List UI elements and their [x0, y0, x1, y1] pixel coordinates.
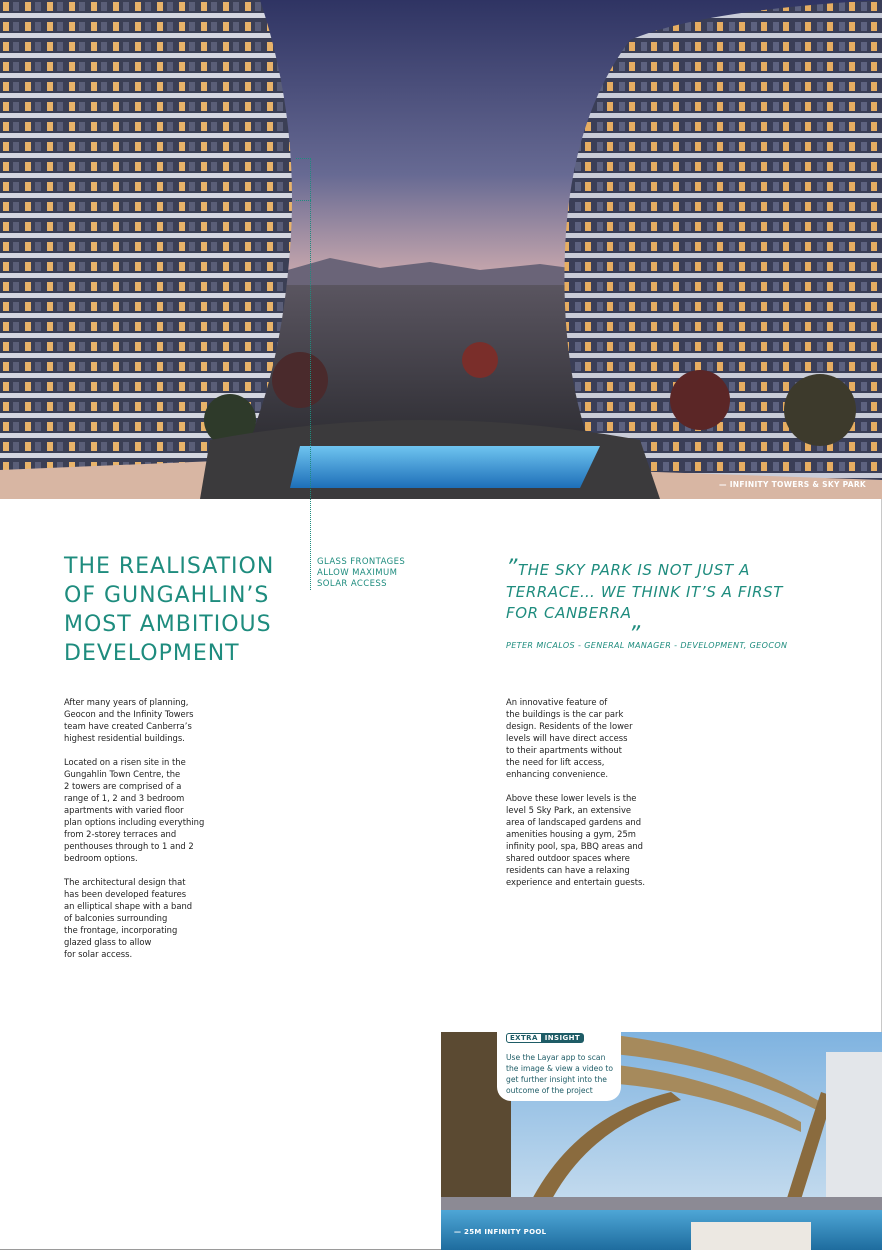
text-line: 2 towers are comprised of a: [64, 781, 182, 791]
headline-line: DEVELOPMENT: [64, 641, 240, 666]
hero-photo: [0, 0, 882, 499]
text-line: range of 1, 2 and 3 bedroom: [64, 793, 185, 803]
text-line: the need for lift access,: [506, 757, 605, 767]
hero-caption: — INFINITY TOWERS & SKY PARK: [719, 480, 866, 489]
text-line: bedroom options.: [64, 853, 138, 863]
text-line: residents can have a relaxing: [506, 865, 630, 875]
headline-line: OF GUNGAHLIN’S: [64, 583, 270, 608]
leader-line-mid: [296, 200, 311, 201]
text-line: enhancing convenience.: [506, 769, 609, 779]
side-note-line: SOLAR ACCESS: [317, 579, 387, 589]
text-line: The architectural design that: [64, 877, 186, 887]
page-headline: [64, 552, 294, 668]
leader-line: [310, 158, 311, 590]
text-line: Geocon and the Infinity Towers: [64, 709, 194, 719]
body-column-right: [506, 696, 686, 900]
headline-line: THE REALISATION: [64, 554, 275, 579]
quote-line: TERRACE… WE THINK IT’S A FIRST: [506, 582, 784, 601]
text-line: an elliptical shape with a band: [64, 901, 193, 911]
text-line: area of landscaped gardens and: [506, 817, 642, 827]
text-line: apartments with varied floor: [64, 805, 184, 815]
text-line: infinity pool, spa, BBQ areas and: [506, 841, 644, 851]
text-line: of balconies surrounding: [64, 913, 168, 923]
paragraph: [64, 756, 244, 864]
leader-line-top: [296, 158, 311, 159]
text-line: shared outdoor spaces where: [506, 853, 630, 863]
insight-text: [506, 1052, 618, 1096]
text-line: team have created Canberra’s: [64, 721, 192, 731]
text-line: has been developed features: [64, 889, 187, 899]
quote-line: [506, 603, 806, 634]
text-line: After many years of planning,: [64, 697, 189, 707]
badge-insight: INSIGHT: [542, 1033, 584, 1043]
text-line: to their apartments without: [506, 745, 622, 755]
extra-insight-badge: [506, 1033, 584, 1043]
text-line: design. Residents of the lower: [506, 721, 633, 731]
quote-attribution: PETER MICALOS - GENERAL MANAGER - DEVELOPMENT, GEOCON: [506, 641, 788, 650]
text-line: the buildings is the car park: [506, 709, 624, 719]
text-line: penthouses through to 1 and 2: [64, 841, 194, 851]
text-line: glazed glass to allow: [64, 937, 152, 947]
text-line: plan options including everything: [64, 817, 205, 827]
insight-line: the image & view a video to: [506, 1064, 614, 1073]
headline-line: MOST AMBITIOUS: [64, 612, 272, 637]
pull-quote: [506, 556, 806, 634]
paragraph: [64, 876, 244, 960]
text-line: the frontage, incorporating: [64, 925, 178, 935]
side-note: [317, 557, 427, 590]
text-line: for solar access.: [64, 949, 133, 959]
text-line: from 2-storey terraces and: [64, 829, 177, 839]
insight-line: Use the Layar app to scan: [506, 1053, 606, 1062]
quote-open-mark: ”: [506, 556, 518, 581]
pool-caption: — 25M INFINITY POOL: [454, 1228, 547, 1236]
insight-line: outcome of the project: [506, 1086, 593, 1095]
quote-text: FOR CANBERRA: [506, 604, 632, 622]
paragraph: [64, 696, 244, 744]
quote-line: [506, 556, 806, 582]
text-line: An innovative feature of: [506, 697, 608, 707]
text-line: levels will have direct access: [506, 733, 628, 743]
paragraph: [506, 696, 686, 780]
body-column-left: [64, 696, 244, 972]
side-note-line: GLASS FRONTAGES: [317, 557, 406, 567]
paragraph: [506, 792, 686, 888]
text-line: experience and entertain guests.: [506, 877, 646, 887]
text-line: Located on a risen site in the: [64, 757, 186, 767]
text-line: Gungahlin Town Centre, the: [64, 769, 181, 779]
badge-extra: EXTRA: [506, 1033, 542, 1043]
hero-illustration: [0, 0, 882, 499]
insight-line: get further insight into the: [506, 1075, 607, 1084]
text-line: Above these lower levels is the: [506, 793, 637, 803]
quote-close-mark: „: [631, 609, 644, 634]
text-line: highest residential buildings.: [64, 733, 185, 743]
text-line: amenities housing a gym, 25m: [506, 829, 636, 839]
quote-text: THE SKY PARK IS NOT JUST A: [518, 561, 750, 579]
text-line: level 5 Sky Park, an extensive: [506, 805, 632, 815]
side-note-line: ALLOW MAXIMUM: [317, 568, 398, 578]
